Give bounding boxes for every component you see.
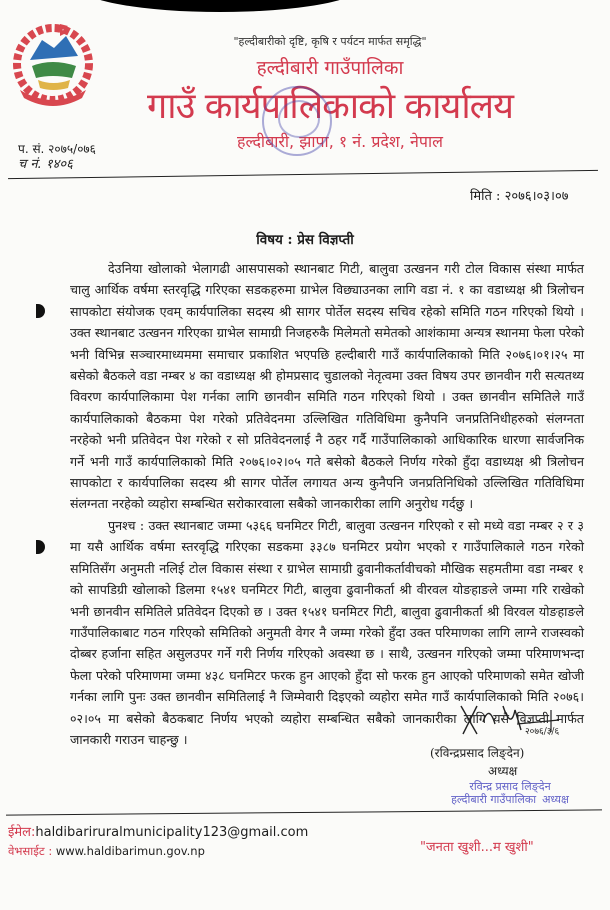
punch-hole [36, 304, 45, 318]
stamp-line: रविन्द्र प्रसाद लिङ्देन [469, 780, 551, 793]
punch-hole [36, 540, 45, 554]
signatory-name: (रविन्द्रप्रसाद लिङ्देन) [430, 746, 525, 760]
scan-edge-shadow [80, 0, 360, 12]
handwritten-signature [455, 700, 565, 740]
website-url[interactable]: www.haldibarimun.gov.np [55, 844, 205, 858]
contact-website [8, 844, 205, 859]
reference-numbers [18, 142, 96, 172]
office-address: हल्दीबारी, झापा, १ नं. प्रदेश, नेपाल [237, 132, 443, 151]
fiscal-year-ref: प. सं. २०७५/०७६ [18, 142, 96, 156]
press-release-body [70, 258, 584, 750]
letter-subject: विषय : प्रेस विज्ञप्ती [256, 232, 354, 248]
signatory-title: अध्यक्ष [488, 764, 518, 778]
stamp-line: हल्दीबारी गाउँपालिका [451, 793, 537, 806]
municipality-name: हल्दीबारी गाउँपालिका [256, 57, 404, 79]
signature-date: २०७६/३/६ [525, 727, 560, 737]
body-paragraph: देउनिया खोलाको भेलागढी आसपासको स्थानबाट गिटी, बालुवा उत्खनन गरी टोल विकास संस्था मार्फत चालु आर्थिक वर्षमा स्तरवृद्धि गरिएका सडकहरुमा ग्राभेल विछ्याउनका लागि वडा नं. १ का वडाध्यक्ष श्री त्रिलोचन सापकोटा संयोजक एवम् कार्यपालिका सदस्य श्री सागर पोर्तेल सदस्य सचिव रहेको समिति गठन गरिएको थियो । उक्त स्थानबाट उत्खनन गरिएका ग्राभेल सामाग्री निजहरुकै मिलेमतो समेतको आशंकामा अन्यत्र स्थानमा फेला परेको भनी विभिन्न सञ्चारमाध्यममा समाचार प्रकाशित भएपछि हल्दीबारी गाउँ कार्यपालिकाको मिति २०७६।०१।२५ मा बसेको बैठकले वडा नम्बर ४ का वडाध्यक्ष श्री होमप्रसाद चुडालको नेतृत्वमा उक्त विषय उपर छानवीन गरी सत्यतथ्य विवरण कार्यपालिकामा पेश गर्नका लागि छानवीन समिति गठन गरिएको थियो । उक्त छानवीन समितिले गाउँ कार्यपालिकाको बैठकमा पेश गरेको प्रतिवेदनमा उल्लिखित गतिविधिमा कुनैपनि जनप्रतिनिधीहरुको संलग्नता नरहेको भनी प्रतिवेदन पेश गरेको र सो प्रतिवेदनलाई नै ठहर गर्दै गाउँपालिकाको आधिकारिक धारणा सार्वजनिक गर्ने भनी गाउँ कार्यपालिकाको मिति २०७६।०२।०५ गते बसेको बैठकले निर्णय गरेको हुँदा वडाध्यक्ष श्री त्रिलोचन सापकोटा र कार्यपालिका सदस्य श्री सागर पोर्तेल लगायत अन्य कुनैपनि जनप्रतिनिधिको उल्लिखित गतिविधिमा संलग्नता नरहेको व्यहोरा सम्बन्धित सरोकारवाला सबैको जानकारीका लागि अनुरोध गर्दछु । [70, 261, 584, 512]
stamp-line: अध्यक्ष [542, 793, 569, 806]
footer-divider [6, 809, 602, 815]
email-label: ईमेल: [8, 825, 36, 840]
dispatch-number: च नं. १४०६ [18, 157, 73, 172]
email-address[interactable]: haldibariruralmunicipality123@gmail.com [35, 825, 309, 840]
contact-email [8, 822, 308, 840]
seal-inner-ring [278, 100, 320, 138]
header-divider [8, 170, 598, 179]
website-label: वेभसाईट : [8, 844, 56, 858]
letter-date: मिति : २०७६।०३।०७ [470, 189, 569, 204]
name-stamp [420, 780, 600, 806]
footer-motto: "जनता खुशी...म खुशी" [420, 840, 534, 855]
office-title: गाउँ कार्यपालिकाको कार्यालय [147, 86, 513, 127]
nepal-emblem-icon [12, 20, 94, 108]
body-paragraph: पुनश्च : उक्त स्थानबाट जम्मा ५३६६ घनमिटर गिटी, बालुवा उत्खनन गरिएको र सो मध्ये वडा नम्बर २ र ३ मा यसै आर्थिक वर्षमा स्तरवृद्धि गरिएका सडकमा ३३८७ घनमिटर प्रयोग भएको र गाउँपालिकाले गठन गरेको समितिसँग अनुमती नलिई टोल विकास संस्था र ग्राभेल सामाग्री ढुवानीकर्तावीचको मौखिक सहमतीमा वडा नम्बर १ को सापडिग्री खोलाको डिलमा १५४१ घनमिटर गिटी, बालुवा ढुवानीकर्ता श्री वीरवल योङहाङले जम्मा गरि राखेको भनी छानवीन समितिले प्रतिवेदन दिएको छ । उक्त १५४१ घनमिटर गिटी, बालुवा ढुवानीकर्ता श्री विरवल योङहाङले गाउँपालिकाबाट गठन गरिएको समितिको अनुमती वेगर नै जम्मा गरेको हुँदा उक्त परिमाणका लागि लाग्ने राजस्वको दोब्बर हर्जाना सहित असुलउपर गर्ने गरी निर्णय गरिएको अवस्था छ । साथै, उत्खनन गरिएको जम्मा परिमाणभन्दा फेला परेको परिमाणमा जम्मा ४३८ घनमिटर फरक हुन आएको हुँदा सो फरक हुन आएको परिमाणको समेत खोजी गर्नका लागि पुनः उक्त छानवीन समितिलाई नै जिम्मेवारी दिइएको व्यहोरा समेत गाउँ कार्यपालिकाको मिति २०७६।०२।०५ मा बसेको बैठकबाट निर्णय भएको व्यहोरा सम्बन्धित सबैको जानकारीका लागि यसै विज्ञप्ती मार्फत जानकारी गराउन चाहन्छु । [70, 517, 584, 747]
slogan: "हल्दीबारीको दृष्टि, कृषि र पर्यटन मार्फत समृद्धि" [233, 35, 427, 48]
office-seal-stamp [262, 86, 332, 156]
